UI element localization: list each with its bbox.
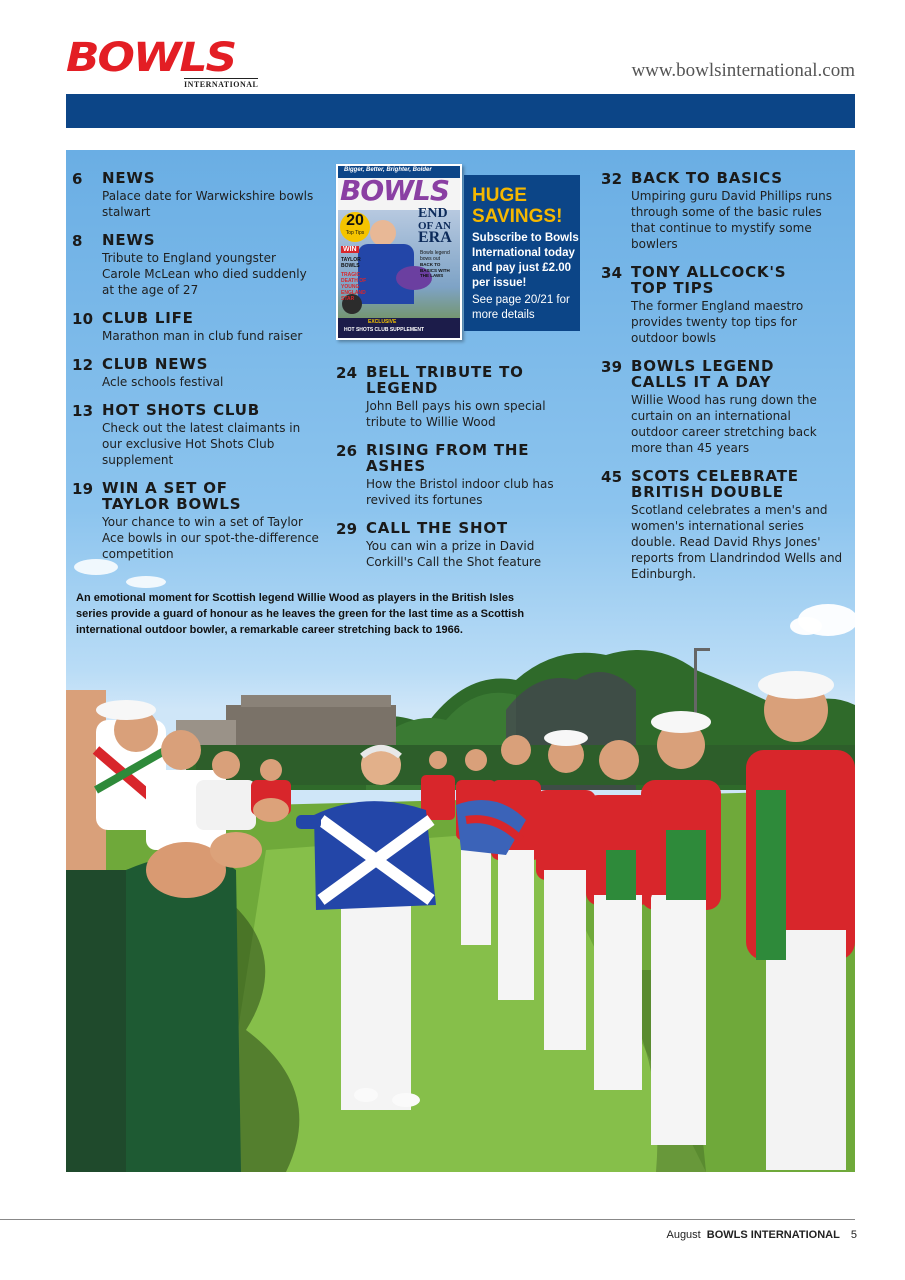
cover-badge-text: Top Tips — [345, 230, 365, 236]
contents-column-left — [72, 170, 322, 574]
entry-description: Palace date for Warwickshire bowls stalwart — [102, 189, 314, 219]
contents-entry[interactable]: 8 NEWS Tribute to England youngster Carole McLean who died suddenly at the age of 27 — [72, 232, 322, 298]
contents-column-middle — [336, 364, 586, 582]
entry-description: Tribute to England youngster Carole McLean who died suddenly at the age of 27 — [102, 251, 307, 297]
promo-title: HUGE SAVINGS! — [472, 185, 563, 227]
page-number: 5 — [850, 1229, 857, 1241]
entry-title: BACK TO BASICS — [631, 169, 783, 187]
bowls-international-logo — [66, 34, 259, 90]
cover-badge-number: 20 — [346, 212, 364, 229]
entry-description: Check out the latest claimants in our exclusive Hot Shots Club supplement — [102, 421, 301, 467]
entry-description: You can win a prize in David Corkill's Call the Shot feature — [366, 539, 542, 569]
promo-body: Subscribe to Bowls International today and pay just £2.00 per issue! — [472, 232, 579, 289]
contents-entry[interactable]: 29 CALL THE SHOT You can win a prize in David Corkill's Call the Shot feature — [336, 520, 586, 570]
contents-entry[interactable]: 12 CLUB NEWS Acle schools festival — [72, 356, 322, 390]
contents-entry[interactable]: 6 NEWS Palace date for Warwickshire bowls stalwart — [72, 170, 322, 220]
entry-description: Umpiring guru David Phillips runs through some of the basic rules that continue to mystify some bowlers — [631, 189, 833, 251]
footer-magazine: BOWLS INTERNATIONAL — [706, 1229, 840, 1241]
cover-supplement: HOT SHOTS CLUB SUPPLEMENT — [344, 327, 425, 333]
entry-description: Your chance to win a set of Taylor Ace bowls in our spot-the-difference competition — [102, 515, 319, 561]
entry-title: BOWLS LEGEND CALLS IT A DAY — [631, 357, 775, 391]
contents-entry[interactable]: 13 HOT SHOTS CLUB Check out the latest claimants in our exclusive Hot Shots Club supplement — [72, 402, 322, 468]
entry-description: John Bell pays his own special tribute to Willie Wood — [366, 399, 546, 429]
website-url[interactable]: www.bowlsinternational.com — [631, 60, 855, 81]
contents-entry[interactable]: 10 CLUB LIFE Marathon man in club fund raiser — [72, 310, 322, 344]
cover-headline-1: END — [418, 206, 448, 221]
cover-exclusive: EXCLUSIVE — [368, 319, 397, 325]
cover-subheadline: Bowls legend bows out — [420, 250, 450, 262]
contents-entry[interactable]: 45 SCOTS CELEBRATE BRITISH DOUBLE Scotland celebrates a men's and women's international series double. Read David Rhys Jones' reports from Llandrindod Wells and Edinburgh. — [601, 468, 851, 582]
entry-title: SCOTS CELEBRATE BRITISH DOUBLE — [631, 467, 799, 501]
entry-description: Acle schools festival — [102, 375, 224, 389]
entry-description: Marathon man in club fund raiser — [102, 329, 303, 343]
entry-description: How the Bristol indoor club has revived its fortunes — [366, 477, 554, 507]
contents-entry[interactable]: 24 BELL TRIBUTE TO LEGEND John Bell pays his own special tribute to Willie Wood — [336, 364, 586, 430]
entry-title: CLUB LIFE — [102, 309, 194, 327]
contents-column-right — [601, 170, 851, 594]
contents-entry[interactable]: 34 TONY ALLCOCK'S TOP TIPS The former England maestro provides twenty top tips for outdoor bowls — [601, 264, 851, 346]
cover-tagline: Bigger, Better, Brighter, Bolder — [344, 167, 432, 173]
entry-title: WIN A SET OF TAYLOR BOWLS — [102, 479, 242, 513]
entry-title: HOT SHOTS CLUB — [102, 401, 260, 419]
magazine-cover-image[interactable] — [336, 164, 462, 340]
entry-title: BELL TRIBUTE TO LEGEND — [366, 363, 524, 397]
cover-side-text: TRAGIC DEATH OF YOUNG ENGLAND STAR — [341, 272, 367, 302]
photo-caption: An emotional moment for Scottish legend Willie Wood as players in the British Isles series provide a guard of honour as he leaves the green for the last time as a Scottish international outdoor bowler, a remarkable career stretching back to 1966. — [76, 592, 525, 636]
entry-description: Willie Wood has rung down the curtain on an international outdoor career stretching back more than 45 years — [631, 393, 817, 455]
contents-panel — [66, 150, 855, 1172]
promo-more-details: See page 20/21 for more details — [472, 294, 570, 321]
entry-title: NEWS — [102, 169, 156, 187]
entry-title: CLUB NEWS — [102, 355, 209, 373]
logo-subtitle: INTERNATIONAL — [184, 80, 259, 89]
contents-entry[interactable]: 19 WIN A SET OF TAYLOR BOWLS Your chance to win a set of Taylor Ace bowls in our spot-the-difference competition — [72, 480, 322, 562]
cover-win-text: TAYLOR BOWLS — [341, 257, 361, 269]
logo-wordmark: BOWLS — [66, 34, 236, 81]
footer-month: August — [666, 1229, 701, 1241]
contents-entry[interactable]: 26 RISING FROM THE ASHES How the Bristol indoor club has revived its fortunes — [336, 442, 586, 508]
entry-title: NEWS — [102, 231, 156, 249]
entry-title: CALL THE SHOT — [366, 519, 508, 537]
footer-divider — [0, 1219, 855, 1220]
cover-masthead: BOWLS — [340, 174, 450, 207]
subscription-promo[interactable] — [464, 175, 580, 331]
entry-description: Scotland celebrates a men's and women's international series double. Read David Rhys Jones' reports from Llandrindod Wells and Edinburgh. — [631, 503, 843, 581]
contents-entry[interactable]: 32 BACK TO BASICS Umpiring guru David Phillips runs through some of the basic rules that continue to mystify some bowlers — [601, 170, 851, 252]
entry-title: RISING FROM THE ASHES — [366, 441, 530, 475]
cover-win-label: WIN — [343, 246, 357, 253]
entry-title: TONY ALLCOCK'S TOP TIPS — [631, 263, 787, 297]
cover-headline-2: OF AN — [418, 220, 451, 232]
header-blue-bar — [66, 94, 855, 128]
cover-headline-3: ERA — [418, 229, 452, 246]
page-footer — [666, 1229, 857, 1241]
contents-entry[interactable]: 39 BOWLS LEGEND CALLS IT A DAY Willie Wood has rung down the curtain on an international outdoor career stretching back more than 45 years — [601, 358, 851, 456]
cover-basics-text: BACK TO BASICS WITH THE LAWS — [420, 262, 450, 278]
entry-description: The former England maestro provides twenty top tips for outdoor bowls — [631, 299, 804, 345]
